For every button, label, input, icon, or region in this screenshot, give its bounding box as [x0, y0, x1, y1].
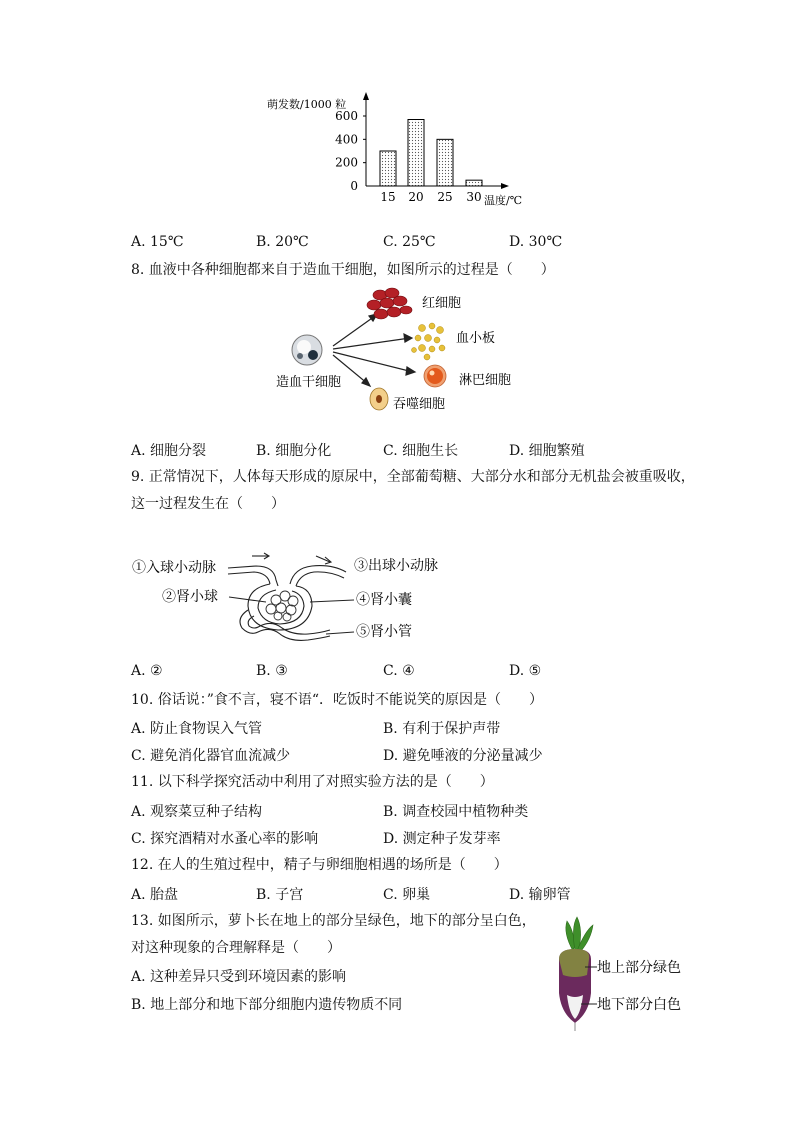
lymphocyte-icon — [424, 365, 446, 387]
nephron-diagram — [130, 546, 470, 658]
q9-option-b[interactable]: B. ③ — [256, 663, 288, 679]
phagocyte-icon — [370, 388, 388, 410]
y-tick-label: 0 — [350, 179, 358, 193]
bar-25 — [437, 139, 453, 186]
x-axis-arrow — [501, 183, 509, 189]
q8-stem: 8. 血液中各种细胞都来自于造血干细胞，如图所示的过程是（ ） — [131, 262, 555, 278]
nephron-label-4: ④肾小囊 — [356, 592, 412, 608]
x-tick-label: 15 — [380, 190, 396, 204]
red-blood-cell-label: 红细胞 — [422, 296, 462, 311]
q9-option-d[interactable]: D. ⑤ — [509, 663, 542, 679]
q12-option-d[interactable]: D. 输卵管 — [509, 887, 571, 903]
q10-option-b[interactable]: B. 有利于保护声带 — [383, 721, 501, 737]
germination-bar-chart — [255, 88, 545, 213]
radish-diagram — [545, 915, 705, 1033]
lymphocyte-label: 淋巴细胞 — [459, 373, 512, 388]
glomerulus-icon — [266, 591, 298, 621]
nephron-label-3: ③出球小动脉 — [354, 558, 438, 574]
q13-stem-line2: 对这种现象的合理解释是（ ） — [131, 940, 341, 956]
radish-label-top: 地上部分绿色 — [597, 960, 681, 976]
x-tick-label: 25 — [437, 190, 453, 204]
x-axis-label: 温度/℃ — [484, 194, 523, 207]
radish-leaves-icon — [566, 917, 593, 951]
radish-root-icon — [559, 949, 591, 1031]
phagocyte-label: 吞噬细胞 — [393, 397, 446, 412]
x-tick-label: 20 — [408, 190, 424, 204]
bar-20 — [408, 120, 424, 187]
q9-option-a[interactable]: A. ② — [131, 663, 163, 679]
q12-option-a[interactable]: A. 胎盘 — [131, 887, 179, 903]
y-tick-label: 600 — [335, 109, 358, 123]
bar-15 — [380, 151, 396, 186]
q11-option-d[interactable]: D. 测定种子发芽率 — [383, 831, 501, 847]
q7-option-d[interactable]: D. 30℃ — [509, 234, 563, 250]
platelet-label: 血小板 — [456, 331, 496, 346]
q11-stem: 11. 以下科学探究活动中利用了对照实验方法的是（ ） — [131, 774, 494, 790]
q13-stem-line1: 13. 如图所示，萝卜长在地上的部分呈绿色，地下的部分呈白色， — [131, 913, 536, 929]
y-tick-label: 200 — [335, 155, 358, 170]
q12-stem: 12. 在人的生殖过程中，精子与卵细胞相遇的场所是（ ） — [131, 857, 508, 873]
y-axis-arrow — [363, 92, 369, 100]
q9-option-c[interactable]: C. ④ — [383, 663, 415, 679]
q12-option-c[interactable]: C. 卵巢 — [383, 887, 431, 903]
q10-option-d[interactable]: D. 避免唾液的分泌量减少 — [383, 748, 543, 764]
q8-option-d[interactable]: D. 细胞繁殖 — [509, 443, 585, 459]
bar-30 — [466, 180, 482, 186]
q7-option-c[interactable]: C. 25℃ — [383, 234, 436, 250]
q8-option-a[interactable]: A. 细胞分裂 — [131, 443, 207, 459]
stem-cell-icon — [292, 335, 322, 365]
blood-cell-diagram — [270, 286, 530, 416]
q12-option-b[interactable]: B. 子宫 — [256, 887, 304, 903]
q9-stem-line1: 9. 正常情况下，人体每天形成的原尿中，全部葡萄糖、大部分水和部分无机盐会被重吸收， — [131, 469, 695, 485]
red-blood-cell-icon — [367, 288, 412, 319]
y-axis-label: 萌发数/1000 粒 — [267, 98, 347, 111]
q11-option-c[interactable]: C. 探究酒精对水蚤心率的影响 — [131, 831, 319, 847]
q13-option-b[interactable]: B. 地上部分和地下部分细胞内遗传物质不同 — [131, 997, 403, 1013]
q9-stem-line2: 这一过程发生在（ ） — [131, 496, 285, 512]
radish-label-bottom: 地下部分白色 — [597, 997, 681, 1013]
differentiation-arrows — [333, 314, 415, 386]
q7-option-b[interactable]: B. 20℃ — [256, 234, 309, 250]
q10-stem: 10. 俗话说：”食不言，寝不语“．吃饭时不能说笑的原因是（ ） — [131, 692, 544, 708]
q11-option-b[interactable]: B. 调查校园中植物种类 — [383, 804, 529, 820]
q13-option-a[interactable]: A. 这种差异只受到环境因素的影响 — [131, 969, 347, 985]
platelet-icon — [412, 323, 446, 360]
stem-cell-label: 造血干细胞 — [276, 375, 342, 390]
q7-option-a[interactable]: A. 15℃ — [131, 234, 184, 250]
nephron-label-2: ②肾小球 — [162, 589, 218, 605]
x-tick-label: 30 — [466, 190, 482, 204]
q8-option-b[interactable]: B. 细胞分化 — [256, 443, 332, 459]
q10-option-c[interactable]: C. 避免消化器官血流减少 — [131, 748, 291, 764]
nephron-label-5: ⑤肾小管 — [356, 624, 412, 640]
q11-option-a[interactable]: A. 观察菜豆种子结构 — [131, 804, 263, 820]
y-tick-label: 400 — [335, 132, 358, 147]
q8-option-c[interactable]: C. 细胞生长 — [383, 443, 459, 459]
q10-option-a[interactable]: A. 防止食物误入气管 — [131, 721, 263, 737]
nephron-label-1: ①入球小动脉 — [132, 560, 216, 576]
